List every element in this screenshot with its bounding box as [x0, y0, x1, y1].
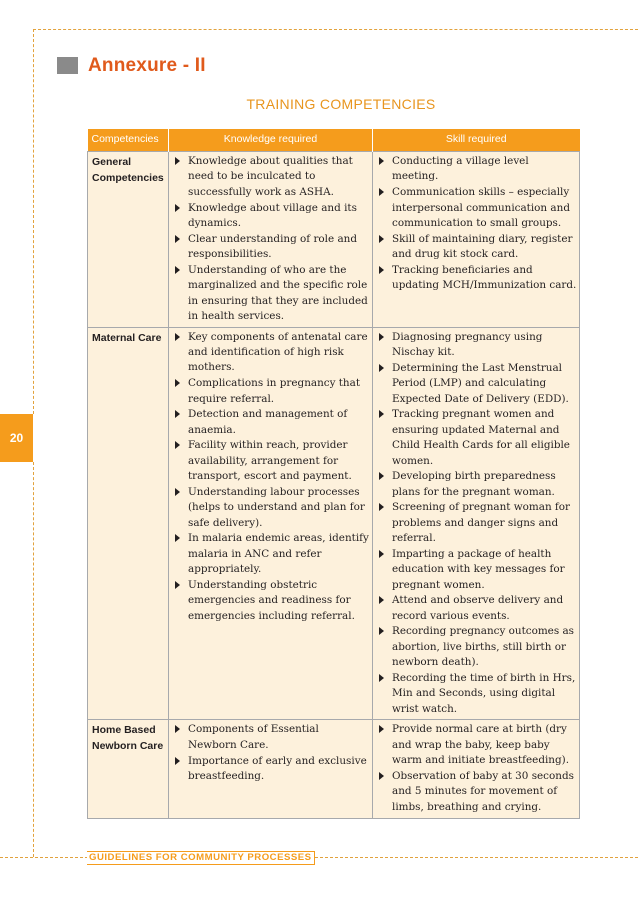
category-cell	[88, 720, 169, 818]
knowledge-cell	[169, 327, 373, 720]
list-item: Understanding of who are the marginalized and the specific role in ensuring that they are included in health services.	[169, 263, 372, 325]
category-cell	[88, 152, 169, 328]
list-item: Complications in pregnancy that require referral.	[169, 376, 372, 407]
category-label: Newborn Care	[92, 739, 164, 752]
list-item: Provide normal care at birth (dry and wrap the baby, keep baby warm and initiate breastfeeding).	[373, 722, 579, 768]
competencies-table	[87, 129, 580, 819]
knowledge-cell	[169, 152, 373, 328]
list-item: Knowledge about village and its dynamics.	[169, 201, 372, 232]
list-item: Skill of maintaining diary, register and drug kit stock card.	[373, 232, 579, 263]
list-item: Components of Essential Newborn Care.	[169, 722, 372, 753]
list-item: Understanding labour processes (helps to understand and plan for safe delivery).	[169, 485, 372, 531]
list-item: Recording the time of birth in Hrs, Min and Seconds, using digital wrist watch.	[373, 671, 579, 717]
list-item: Importance of early and exclusive breastfeeding.	[169, 754, 372, 785]
list-item: Attend and observe delivery and record various events.	[373, 593, 579, 624]
skill-cell	[373, 152, 580, 328]
list-item: Recording pregnancy outcomes as abortion, live births, still birth or newborn death).	[373, 624, 579, 670]
page-frame-left	[33, 29, 34, 414]
list-item: Detection and management of anaemia.	[169, 407, 372, 438]
list-item: Conducting a village level meeting.	[373, 154, 579, 185]
list-item: Understanding obstetric emergencies and readiness for emergencies including referral.	[169, 578, 372, 624]
skill-cell	[373, 327, 580, 720]
footer-label: GUIDELINES FOR COMMUNITY PROCESSES	[87, 851, 315, 865]
header-skill: Skill required	[373, 129, 580, 152]
category-label: General	[92, 156, 132, 168]
list-item: In malaria endemic areas, identify malaria in ANC and refer appropriately.	[169, 531, 372, 577]
knowledge-cell	[169, 720, 373, 818]
category-label: Home Based	[92, 724, 156, 737]
skill-cell	[373, 720, 580, 818]
header-knowledge: Knowledge required	[169, 129, 373, 152]
list-item: Developing birth preparedness plans for the pregnant woman.	[373, 469, 579, 500]
list-item: Screening of pregnant woman for problems and danger signs and referral.	[373, 500, 579, 546]
section-title: TRAINING COMPETENCIES	[246, 96, 436, 112]
list-item: Communication skills – especially interpersonal communication and communication to small groups.	[373, 185, 579, 231]
table-row	[88, 720, 580, 818]
table-row	[88, 152, 580, 328]
title-marker-bar	[57, 57, 78, 74]
category-label: Maternal Care	[92, 331, 162, 344]
list-item: Observation of baby at 30 seconds and 5 minutes for movement of limbs, breathing and crying.	[373, 769, 579, 815]
header-competencies: Competencies	[88, 129, 169, 152]
list-item: Tracking pregnant women and ensuring updated Maternal and Child Health Cards for all eligible women.	[373, 407, 579, 469]
page-frame-top	[33, 29, 638, 30]
page-number: 20	[9, 431, 24, 445]
list-item: Knowledge about qualities that need to be inculcated to successfully work as ASHA.	[169, 154, 372, 200]
list-item: Clear understanding of role and responsibilities.	[169, 232, 372, 263]
table-header-row	[88, 129, 580, 152]
category-label: Competencies	[92, 171, 164, 184]
table-row	[88, 327, 580, 720]
page-frame-left-lower	[33, 462, 34, 857]
annexure-title: Annexure - II	[88, 55, 206, 76]
list-item: Key components of antenatal care and identification of high risk mothers.	[169, 330, 372, 376]
list-item: Determining the Last Menstrual Period (LMP) and calculating Expected Date of Delivery (EDD).	[373, 361, 579, 407]
list-item: Imparting a package of health education with key messages for pregnant women.	[373, 547, 579, 593]
page-number-tab	[0, 414, 33, 462]
list-item: Diagnosing pregnancy using Nischay kit.	[373, 330, 579, 361]
category-cell	[88, 327, 169, 720]
list-item: Tracking beneficiaries and updating MCH/Immunization card.	[373, 263, 579, 294]
list-item: Facility within reach, provider availability, arrangement for transport, escort and payment.	[169, 438, 372, 484]
